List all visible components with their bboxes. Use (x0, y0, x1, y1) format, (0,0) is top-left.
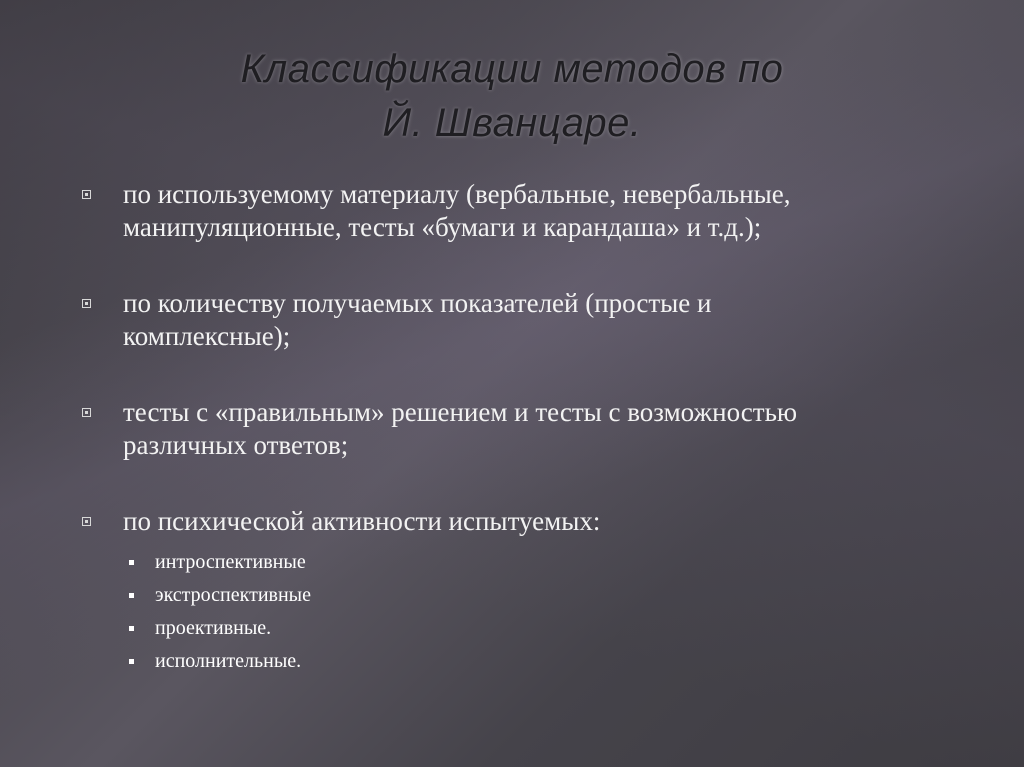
slide-title-line-1: Классификации методов по (240, 47, 784, 91)
square-bullet-icon (82, 408, 91, 417)
list-item-line: по используемому материалу (вербальные, невербальные, (123, 179, 791, 209)
sub-list-item-label: проективные. (155, 617, 272, 639)
bullet-list (78, 178, 978, 678)
list-item-line: манипуляционные, тесты «бумаги и карандаша» и т.д.); (123, 212, 762, 242)
square-bullet-icon (82, 190, 91, 199)
small-square-bullet-icon (129, 659, 134, 664)
sub-list-item-label: исполнительные. (155, 650, 302, 672)
square-bullet-icon (82, 517, 91, 526)
sub-list-item (123, 645, 978, 678)
list-item-line: комплексные); (123, 321, 291, 351)
list-item-line: по психической активности испытуемых: (123, 506, 601, 536)
sub-list-item-label: экстроспективные (155, 584, 311, 606)
sub-list-item (123, 612, 978, 645)
list-item-material (78, 178, 978, 244)
sub-list (123, 546, 978, 678)
list-item-activity (78, 505, 978, 678)
small-square-bullet-icon (129, 560, 134, 565)
square-bullet-icon (82, 299, 91, 308)
sub-list-item (123, 546, 978, 579)
list-item-indicators (78, 287, 978, 353)
sub-list-item (123, 579, 978, 612)
list-item-solution (78, 396, 978, 462)
slide-title (0, 42, 1024, 150)
list-item-line: тесты с «правильным» решением и тесты с возможностью (123, 397, 798, 427)
sub-list-item-label: интроспективные (155, 551, 306, 573)
slide-title-line-2: Й. Шванцаре. (382, 101, 642, 145)
list-item-line: различных ответов; (123, 430, 349, 460)
small-square-bullet-icon (129, 626, 134, 631)
small-square-bullet-icon (129, 593, 134, 598)
list-item-line: по количеству получаемых показателей (простые и (123, 288, 712, 318)
